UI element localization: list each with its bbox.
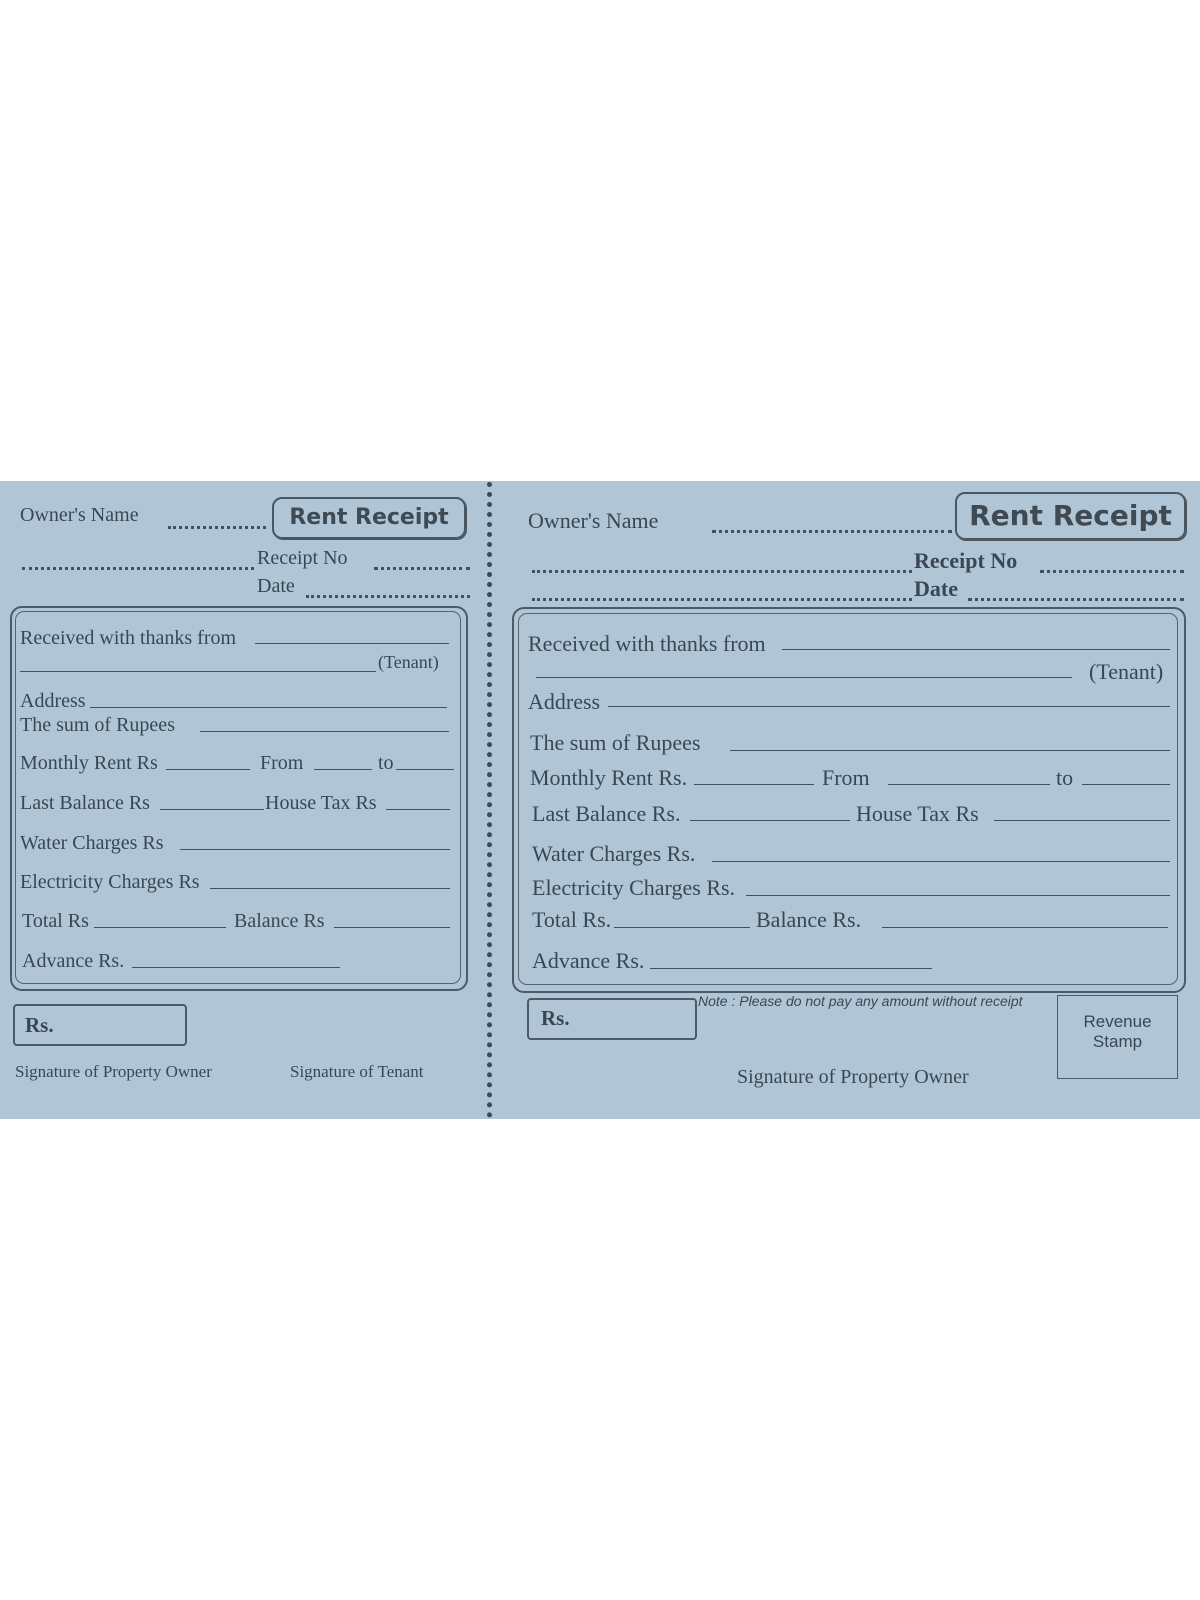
sum-field[interactable] [200,731,449,732]
owners-name-field-2[interactable] [22,567,254,570]
amount-box-label: Rs. [25,1013,54,1037]
total-label: Total Rs. [532,907,612,932]
address-field[interactable] [90,707,447,708]
date-label: Date [257,575,295,597]
balance-field[interactable] [882,927,1168,928]
last-balance-label: Last Balance Rs [20,792,150,814]
water-charges-label: Water Charges Rs. [532,841,696,866]
revenue-stamp-label [1058,1012,1177,1052]
electricity-charges-label: Electricity Charges Rs. [532,875,736,900]
perforation-line [487,482,492,1118]
amount-box[interactable] [527,998,697,1040]
water-charges-field[interactable] [180,849,450,850]
last-balance-field[interactable] [690,820,850,821]
date-field[interactable] [968,598,1184,601]
water-charges-field[interactable] [712,861,1170,862]
water-charges-label: Water Charges Rs [20,832,164,854]
rent-receipt-title: Rent Receipt [969,499,1172,532]
to-field[interactable] [1082,784,1170,785]
total-field[interactable] [94,927,226,928]
receipt-no-field[interactable] [1040,570,1184,573]
address-label: Address [528,689,601,714]
total-label: Total Rs [22,910,89,932]
to-label: to [1056,765,1074,790]
electricity-charges-field[interactable] [746,895,1170,896]
total-field[interactable] [614,927,750,928]
house-tax-label: House Tax Rs [856,801,979,826]
received-field[interactable] [782,649,1170,650]
date-prefix-field[interactable] [532,598,912,601]
payment-note: Note : Please do not pay any amount without receipt [698,993,1023,1009]
owners-name-field-2[interactable] [532,570,912,573]
monthly-rent-field[interactable] [694,784,814,785]
amount-box[interactable] [13,1004,187,1046]
from-field[interactable] [888,784,1050,785]
from-label: From [822,765,870,790]
advance-field[interactable] [132,967,340,968]
owners-name-field[interactable] [168,526,266,529]
rent-receipt-title-box [272,497,466,539]
tenant-field[interactable] [536,677,1072,678]
amount-box-label: Rs. [541,1006,570,1030]
revenue-stamp-box [1057,995,1178,1079]
revenue-stamp-line1: Revenue [1083,1012,1152,1031]
received-label: Received with thanks from [20,627,237,649]
monthly-rent-field[interactable] [166,769,250,770]
tenant-field[interactable] [20,671,376,672]
to-label: to [378,752,394,774]
receipt-no-label: Receipt No [914,548,1018,573]
signature-tenant-label: Signature of Tenant [290,1062,424,1081]
from-label: From [260,752,304,774]
owners-name-field[interactable] [712,530,952,533]
electricity-charges-label: Electricity Charges Rs [20,871,200,893]
address-label: Address [20,690,86,712]
advance-label: Advance Rs. [532,948,645,973]
tenant-label: (Tenant) [378,652,439,672]
last-balance-field[interactable] [160,809,264,810]
rent-receipt-title: Rent Receipt [289,505,449,530]
date-label: Date [914,576,958,601]
address-field[interactable] [608,706,1170,707]
sum-field[interactable] [730,750,1170,751]
received-label: Received with thanks from [528,631,766,656]
balance-field[interactable] [334,927,450,928]
from-field[interactable] [314,769,372,770]
monthly-rent-label: Monthly Rent Rs. [530,765,688,790]
owners-name-label: Owner's Name [20,504,139,526]
signature-owner-label: Signature of Property Owner [15,1062,212,1081]
rent-receipt-title-box [955,492,1186,540]
balance-label: Balance Rs. [756,907,862,932]
receipt-no-field[interactable] [374,567,470,570]
sum-label: The sum of Rupees [20,714,175,736]
monthly-rent-label: Monthly Rent Rs [20,752,158,774]
owners-name-label: Owner's Name [528,508,659,533]
tenant-label: (Tenant) [1089,659,1164,684]
sum-label: The sum of Rupees [530,730,701,755]
revenue-stamp-line2: Stamp [1092,1032,1143,1051]
signature-owner-label: Signature of Property Owner [737,1066,969,1088]
house-tax-label: House Tax Rs [265,792,377,814]
advance-field[interactable] [650,968,932,969]
house-tax-field[interactable] [994,820,1170,821]
last-balance-label: Last Balance Rs. [532,801,681,826]
advance-label: Advance Rs. [22,950,125,972]
balance-label: Balance Rs [234,910,325,932]
received-field[interactable] [255,643,449,644]
receipt-no-label: Receipt No [257,547,348,569]
to-field[interactable] [396,769,454,770]
electricity-charges-field[interactable] [210,888,450,889]
date-field[interactable] [306,595,470,598]
house-tax-field[interactable] [386,809,450,810]
